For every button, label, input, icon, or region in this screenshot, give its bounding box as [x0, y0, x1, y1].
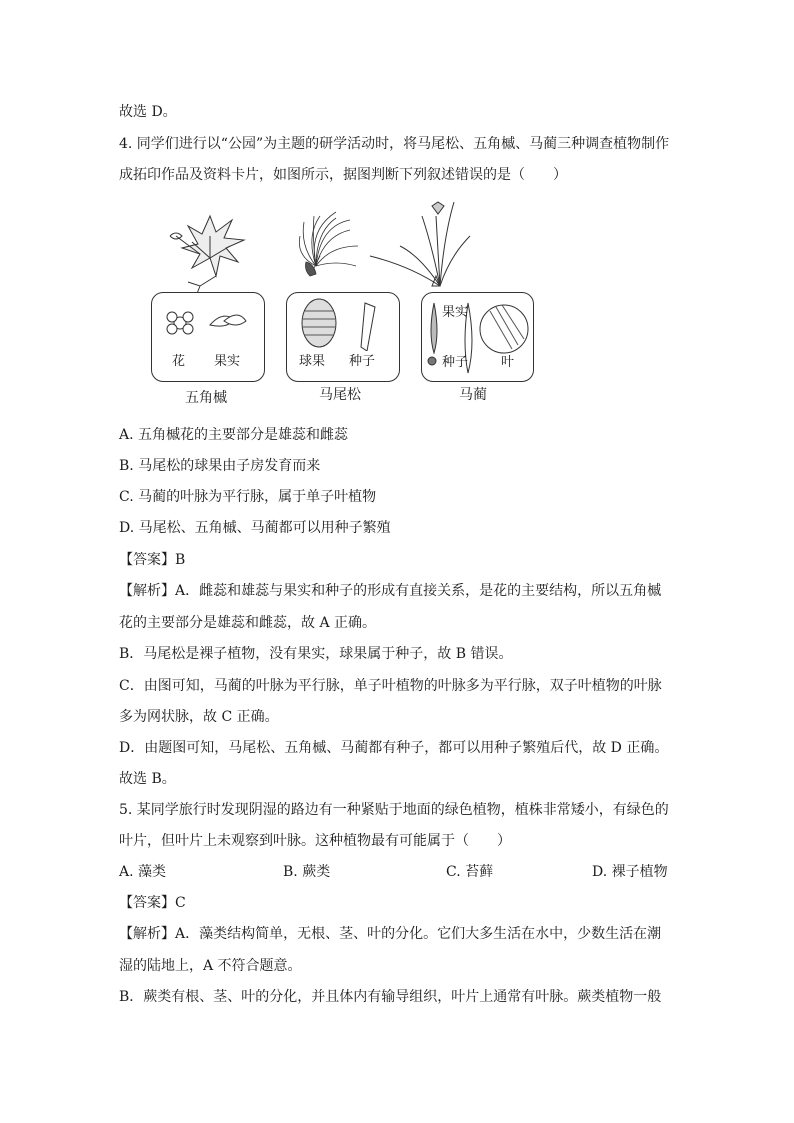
q4-explanation-line7: 故选 B。 [119, 771, 176, 787]
q5-option-a: A. 藻类 [119, 864, 167, 880]
iris-fruit-seed-leaf-drawing [422, 293, 533, 377]
q5-explanation-line3: B．蕨类有根、茎、叶的分化，并且体内有输导组织，叶片上通常有叶脉。蕨类植物一般 [119, 989, 662, 1005]
q5-stem-line1: 5. 某同学旅行时发现阴湿的路边有一种紧贴于地面的绿色植物，植株非常矮小，有绿色的 [119, 802, 669, 818]
q4-explanation-line3: B．马尾松是裸子植物，没有果实，球果属于种子，故 B 错误。 [119, 646, 513, 662]
card-maple [151, 292, 265, 382]
q5-option-d: D. 裸子植物 [592, 864, 668, 880]
iris-caption: 马蔺 [459, 387, 487, 403]
q5-stem-line2: 叶片，但叶片上未观察到叶脉。这种植物最有可能属于（ ） [119, 833, 511, 849]
q5-answer: 【答案】C [119, 895, 186, 911]
pine-cone-label: 球果 [299, 354, 326, 369]
plant-figure [140, 196, 540, 406]
q4-explanation-line5: 多为网状脉，故 C 正确。 [119, 709, 279, 725]
q4-answer: 【答案】B [119, 552, 186, 568]
maple-fruit-label: 果实 [214, 354, 241, 369]
pine-seed-label: 种子 [349, 354, 376, 369]
iris-leaf-label: 叶 [501, 355, 515, 370]
q4-explanation-line1: 【解析】A．雌蕊和雄蕊与果实和种子的形成有直接关系，是花的主要结构，所以五角槭 [119, 583, 662, 599]
q4-option-d: D. 马尾松、五角槭、马蔺都可以用种子繁殖 [119, 520, 391, 536]
iris-seed-label: 种子 [442, 355, 469, 370]
pine-caption: 马尾松 [319, 387, 361, 403]
q4-option-b: B. 马尾松的球果由子房发育而来 [119, 458, 321, 474]
q4-explanation-line2: 花的主要部分是雄蕊和雌蕊，故 A 正确。 [119, 615, 377, 631]
card-iris [421, 292, 534, 382]
maple-caption: 五角槭 [185, 390, 227, 406]
pine-cone-seed-drawing [287, 297, 399, 351]
iris-plant-drawing [370, 202, 470, 286]
pine-needles-drawing [299, 212, 358, 276]
q4-stem-line2: 成拓印作品及资料卡片，如图所示，据图判断下列叙述错误的是（ ） [119, 167, 567, 183]
q5-explanation-line2: 湿的陆地上，A 不符合题意。 [119, 958, 302, 974]
card-pine [286, 292, 400, 382]
q5-explanation-line1: 【解析】A．藻类结构简单，无根、茎、叶的分化。它们大多生活在水中，少数生活在潮 [119, 926, 662, 942]
maple-flower-fruit-drawing [152, 301, 264, 351]
q5-option-c: C. 苔藓 [446, 864, 494, 880]
maple-flower-label: 花 [172, 354, 186, 369]
q4-explanation-line4: C．由图可知，马蔺的叶脉为平行脉，单子叶植物的叶脉多为平行脉，双子叶植物的叶脉 [119, 678, 662, 694]
q4-option-a: A. 五角槭花的主要部分是雄蕊和雌蕊 [119, 427, 349, 443]
maple-branch-drawing [170, 216, 244, 296]
q4-option-c: C. 马蔺的叶脉为平行脉，属于单子叶植物 [119, 489, 377, 505]
iris-fruit-label: 果实 [442, 305, 469, 320]
q4-explanation-line6: D．由题图可知，马尾松、五角槭、马蔺都有种子，都可以用种子繁殖后代，故 D 正确。 [119, 740, 669, 756]
q4-stem-line1: 4. 同学们进行以“公园”为主题的研学活动时，将马尾松、五角槭、马蔺三种调查植物制作 [119, 136, 670, 152]
prev-answer-end: 故选 D。 [119, 104, 177, 120]
q5-option-b: B. 蕨类 [283, 864, 331, 880]
